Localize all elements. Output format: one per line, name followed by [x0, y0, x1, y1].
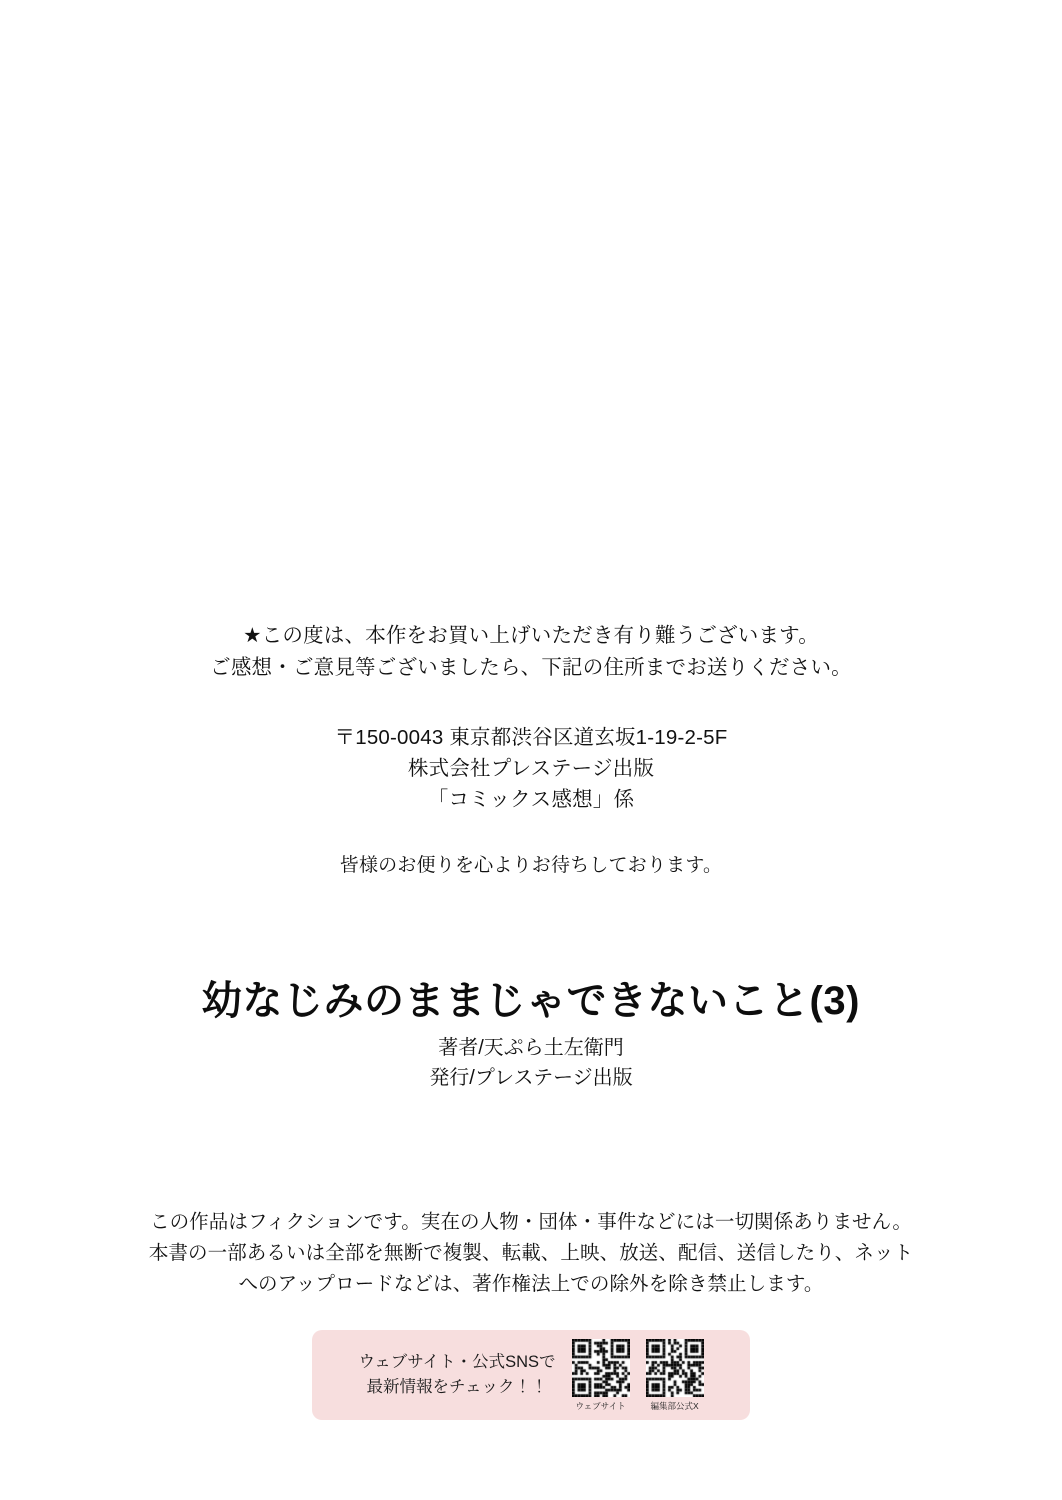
book-title: 幼なじみのままじゃできないこと(3) [202, 979, 860, 1023]
address-line: 〒150-0043 東京都渋谷区道玄坂1-19-2-5F [334, 726, 728, 749]
book-credits [0, 1033, 1062, 1093]
qr-code-icon[interactable] [646, 1339, 704, 1397]
greeting-line: ★この度は、本作をお買い上げいただき有り難うございます。 [243, 624, 819, 647]
qr-caption: ウェブサイト [575, 1400, 626, 1411]
promo-banner [312, 1330, 750, 1420]
greeting-line: ご感想・ご意見等ございましたら、下記の住所までお送りください。 [210, 656, 852, 679]
colophon-section [0, 620, 1062, 880]
legal-line: 本書の一部あるいは全部を無断で複製、転載、上映、放送、配信、送信したり、ネット [148, 1242, 914, 1264]
title-section [0, 975, 1062, 1093]
await-note: 皆様のお便りを心よりお待ちしております。 [339, 855, 723, 876]
legal-line: この作品はフィクションです。実在の人物・団体・事件などには一切関係ありません。 [149, 1211, 913, 1233]
legal-notice [0, 1207, 1062, 1300]
qr-code-x-account[interactable] [646, 1339, 704, 1412]
author-line: 著者/天ぷら土左衛門 [438, 1037, 624, 1059]
publisher-address [0, 722, 1062, 815]
address-line: 「コミックス感想」係 [427, 788, 635, 811]
qr-caption: 編集部公式X [650, 1400, 699, 1411]
qr-code-website[interactable] [572, 1339, 630, 1412]
legal-line: へのアップロードなどは、著作権法上での除外を除き禁止します。 [238, 1273, 824, 1295]
greeting-text [0, 620, 1062, 684]
promo-text [358, 1350, 555, 1400]
promo-text-line: 最新情報をチェック！！ [366, 1378, 548, 1396]
qr-code-group [572, 1339, 704, 1412]
qr-code-icon[interactable] [572, 1339, 630, 1397]
address-line: 株式会社プレステージ出版 [407, 757, 655, 780]
promo-text-line: ウェブサイト・公式SNSで [358, 1353, 556, 1371]
publisher-line: 発行/プレステージ出版 [429, 1067, 633, 1089]
